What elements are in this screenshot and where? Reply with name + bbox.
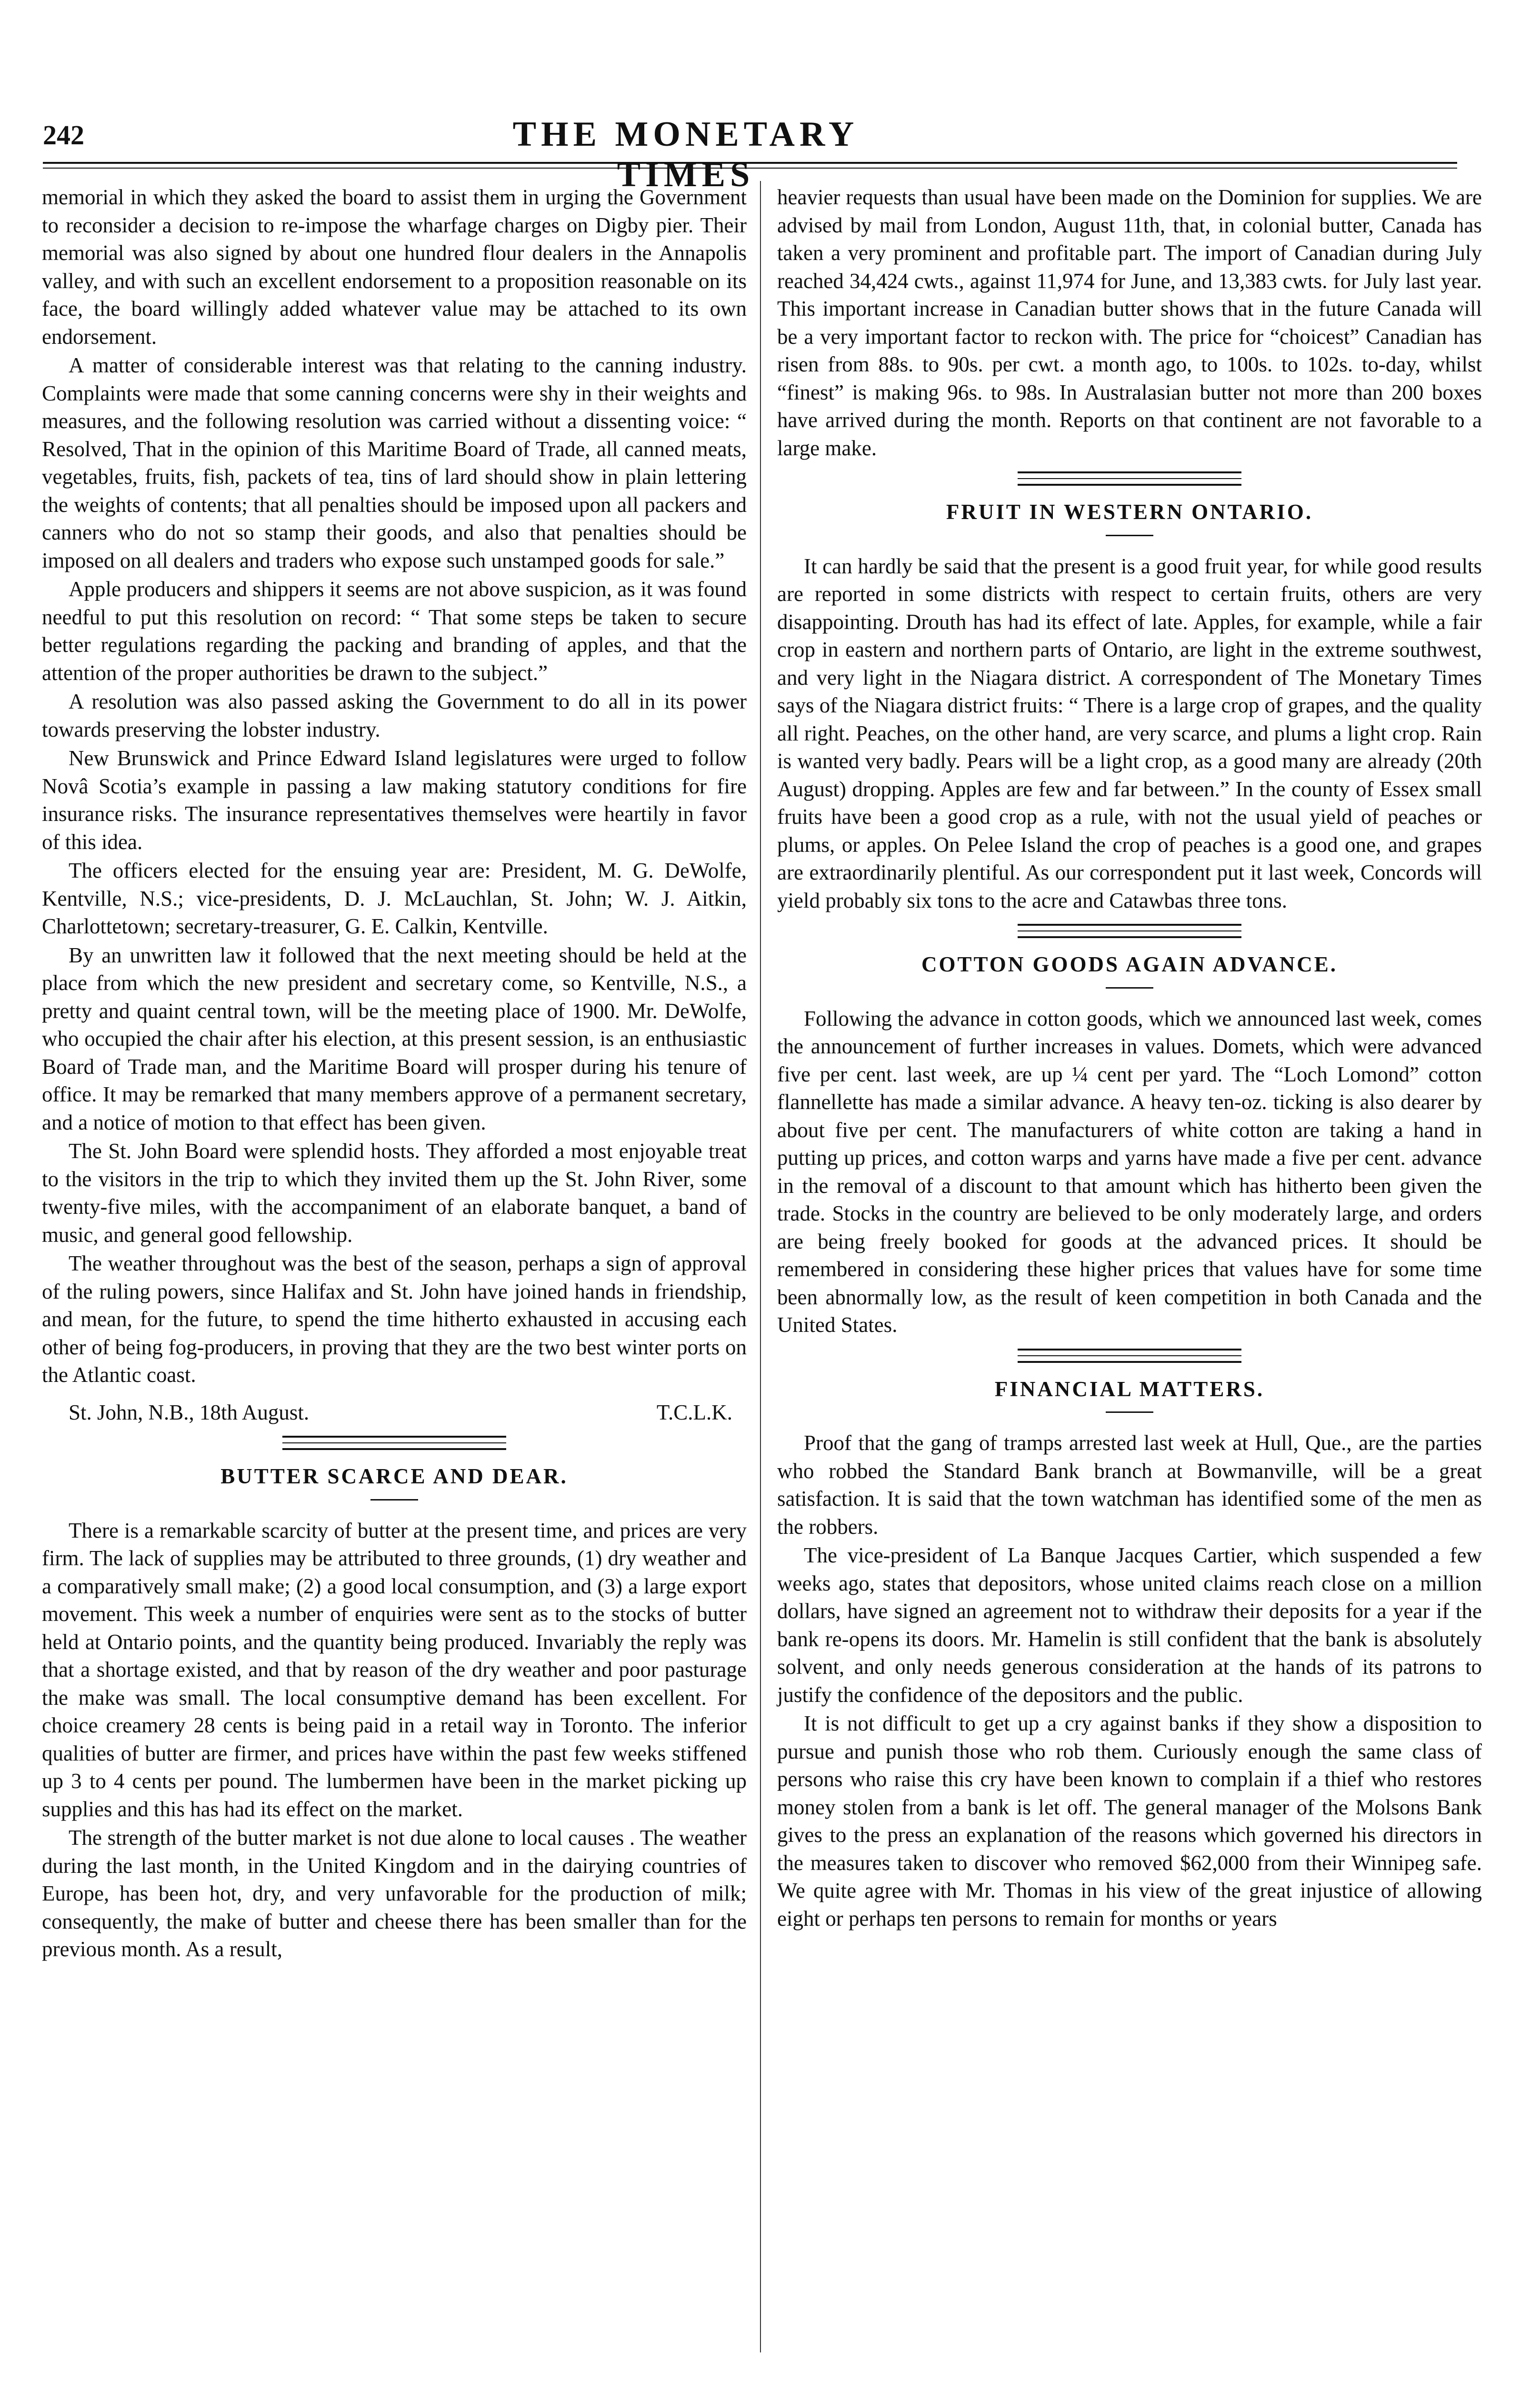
header-rule-bottom [43,168,1457,169]
section-heading-fruit: FRUIT IN WESTERN ONTARIO. [946,500,1313,524]
paragraph: memorial in which they asked the board to assist them in urging the Government to reconsider a decision to re-impose the wharfage charges on Digby pier. Their memorial was also signed by about one hundred flour dealers in the Annapolis valley, and with such an excellent endorsement to a proposition reasonable on its face, the board willingly added whatever value may be attached to its own endorsement. [42,185,747,349]
paragraph: There is a remarkable scarcity of butter at the present time, and prices are very firm. The lack of supplies may be attributed to three grounds, (1) dry weather and a comparatively small make; (2) a good local consumption, and (3) a large export movement. This week a number of enquiries were sent as to the stocks of butter held at Ontario points, and the quantity being produced. Invariably the reply was that a shortage existed, and that by reason of the dry weather and poor pasturage the make was small. The local consumptive demand has been excellent. For choice creamery 28 cents is being paid in a retail way in Toronto. The inferior qualities of butter are firmer, and prices have within the past few weeks stiffened up 3 to 4 cents per pound. The lumbermen have been in the market picking up supplies and this has had its effect on the market. [42,1518,747,1821]
paragraph: The vice-president of La Banque Jacques Cartier, which suspended a few weeks ago, states that depositors, whose united claims reach close on a million dollars, have signed an agreement not to withdraw their deposits for a year if the bank re-opens its doors. Mr. Hamelin is still confident that the bank is absolutely solvent, and only needs generous consideration at the hands of its patrons to justify the confidence of the depositors and the public. [777,1543,1482,1707]
paragraph: It can hardly be said that the present is a good fruit year, for while good results are reported in some districts with respect to certain fruits, others are very disappointing. Drouth has had its effect of late. Apples, for example, while a fair crop in eastern and northern parts of Ontario, are light in the extreme southwest, and very light in the Niagara district. A correspondent of The Monetary Times says of the Niagara district fruits: “ There is a large crop of grapes, and the quality all right. Peaches, on the other hand, are very scarce, and plums a light crop. Rain is wanted very badly. Pears will be a light crop, as a good many are already (20th August) dropping. Apples are few and far between.” In the county of Essex small fruits have been a good crop as a rule, with not the usual yield of peaches or plums, or apples. On Pelee Island the crop of peaches is a good one, and grapes are extraordinarily plentiful. As our correspondent put it last week, Concords will yield probably six tons to the acre and Catawbas three tons. [777,554,1482,912]
heading-dash [370,1499,418,1501]
masthead [43,114,1457,194]
section-separator [777,462,1482,495]
column-divider [760,181,761,2352]
section-heading-financial: FINANCIAL MATTERS. [994,1377,1265,1401]
journal-title: THE MONETARY TIMES [512,115,859,194]
paragraph: By an unwritten law it followed that the next meeting should be held at the place from which the new president and secretary come, so Kentville, N.S., a pretty and quaint central town, will be the meeting place of 1900. Mr. DeWolfe, who occupied the chair after his election, at this present session, is an enthusiastic Board of Trade man, and the Maritime Board will prosper during his tenure of office. It may be remarked that many members approve of a permanent secretary, and a notice of motion to that effect has been given. [42,943,747,1134]
heading-dash [1106,987,1153,989]
section-separator [777,1339,1482,1372]
paragraph: heavier requests than usual have been made on the Dominion for supplies. We are advised by mail from London, August 11th, that, in colonial butter, Canada has taken a very prominent and profitable part. The import of Canadian during July reached 34,424 cwts., against 11,974 for June, and 13,383 cwts. for July last year. This important increase in Canadian butter shows that in the future Canada will be a very important factor to reckon with. The price for “choicest” Canadian has risen from 88s. to 90s. per cwt. a month ago, to 100s. to 102s. to-day, whilst “finest” is making 96s. to 98s. In Australasian butter not more than 200 boxes have arrived during the month. Reports on that continent are not favorable to a large make. [777,185,1482,460]
paragraph: Apple producers and shippers it seems are not above suspicion, as it was found needful to put this resolution on record: “ That some steps be taken to secure better regulations regarding the packing and branding of apples, and that the attention of the proper authorities be drawn to the subject.” [42,577,747,685]
dateline-signature [42,1399,747,1427]
section-heading-butter: BUTTER SCARCE AND DEAR. [220,1464,568,1488]
heading-dash [1106,1411,1153,1413]
section-heading-cotton: COTTON GOODS AGAIN ADVANCE. [921,952,1338,976]
paragraph: The St. John Board were splendid hosts. They afforded a most enjoyable treat to the visitors in the trip to which they invited them up the St. John River, some twenty-five miles, with the accompaniment of an elaborate banquet, a band of music, and general good fellowship. [42,1139,747,1247]
author-initials: T.C.L.K. [656,1400,732,1424]
paragraph: It is not difficult to get up a cry against banks if they show a disposition to pursue and punish those who rob them. Curiously enough the same class of persons who raise this cry have been known to complain if a thief who restores money stolen from a bank is let off. The general manager of the Molsons Bank gives to the press an explanation of the reasons which governed his directors in the measures taken to discover who removed $62,000 from their Winnipeg safe. We quite agree with Mr. Thomas in his view of the great injustice of allowing eight or perhaps ten persons to remain for months or years [777,1711,1482,1931]
paragraph: The weather throughout was the best of the season, perhaps a sign of approval of the ruling powers, since Halifax and St. John have joined hands in friendship, and mean, for the future, to spend the time hitherto exhausted in accusing each other of being fog-producers, in proving that they are the two best winter ports on the Atlantic coast. [42,1251,747,1387]
right-column [777,183,1482,1932]
paragraph: The officers elected for the ensuing year are: President, M. G. DeWolfe, Kentville, N.S.; vice-presidents, D. J. McLauchlan, St. John; W. J. Aitkin, Charlottetown; secretary-treasurer, G. E. Calkin, Kentville. [42,859,747,938]
paragraph: Following the advance in cotton goods, which we announced last week, comes the announcement of further increases in values. Domets, which were advanced five per cent. last week, are up ¼ cent per yard. The “Loch Lomond” cotton flannellette has made a similar advance. A heavy ten-oz. ticking is also dearer by about five per cent. The manufacturers of white cotton are taking a hand in putting up prices, and cotton warps and yarns have made a five per cent. advance in the removal of a discount to that amount which has hitherto been given the trade. Stocks in the country are believed to be only moderately large, and orders are being freely booked for goods at the advanced prices. It should be remembered in considering these higher prices that values have for some time been abnormally low, as the result of keen competition in both Canada and the United States. [777,1006,1482,1337]
page-number: 242 [43,120,84,150]
left-column [42,183,747,1963]
section-separator [42,1426,747,1460]
paragraph: New Brunswick and Prince Edward Island legislatures were urged to follow Novâ Scotia’s example in passing a law making statutory conditions for fire insurance risks. The insurance representatives themselves were heartily in favor of this idea. [42,746,747,854]
dateline: St. John, N.B., 18th August. [69,1400,310,1424]
paragraph: A matter of considerable interest was that relating to the canning industry. Complaints were made that some canning concerns were shy in their weights and measures, and the following resolution was carried without a dissenting voice: “ Resolved, That in the opinion of this Maritime Board of Trade, all canned meats, vegetables, fruits, fish, packets of tea, tins of lard should show in plain lettering the weights of contents; that all penalties should be imposed upon all packers and canners who do not so stamp their goods, and also that penalties should be imposed on all dealers and traders who expose such unstamped goods for sale.” [42,353,747,572]
header-rule-top [43,162,1457,164]
heading-dash [1106,535,1153,536]
section-separator [777,914,1482,948]
paragraph: The strength of the butter market is not due alone to local causes . The weather during the last month, in the United Kingdom and in the dairying countries of Europe, has been hot, dry, and very unfavorable for the production of milk; consequently, the make of butter and cheese there has been smaller than for the previous month. As a result, [42,1826,747,1961]
paragraph: Proof that the gang of tramps arrested last week at Hull, Que., are the parties who robbed the Standard Bank branch at Bowmanville, will be a great satisfaction. It is said that the town watchman has identified some of the men as the robbers. [777,1431,1482,1539]
paragraph: A resolution was also passed asking the Government to do all in its power towards preserving the lobster industry. [42,690,747,741]
